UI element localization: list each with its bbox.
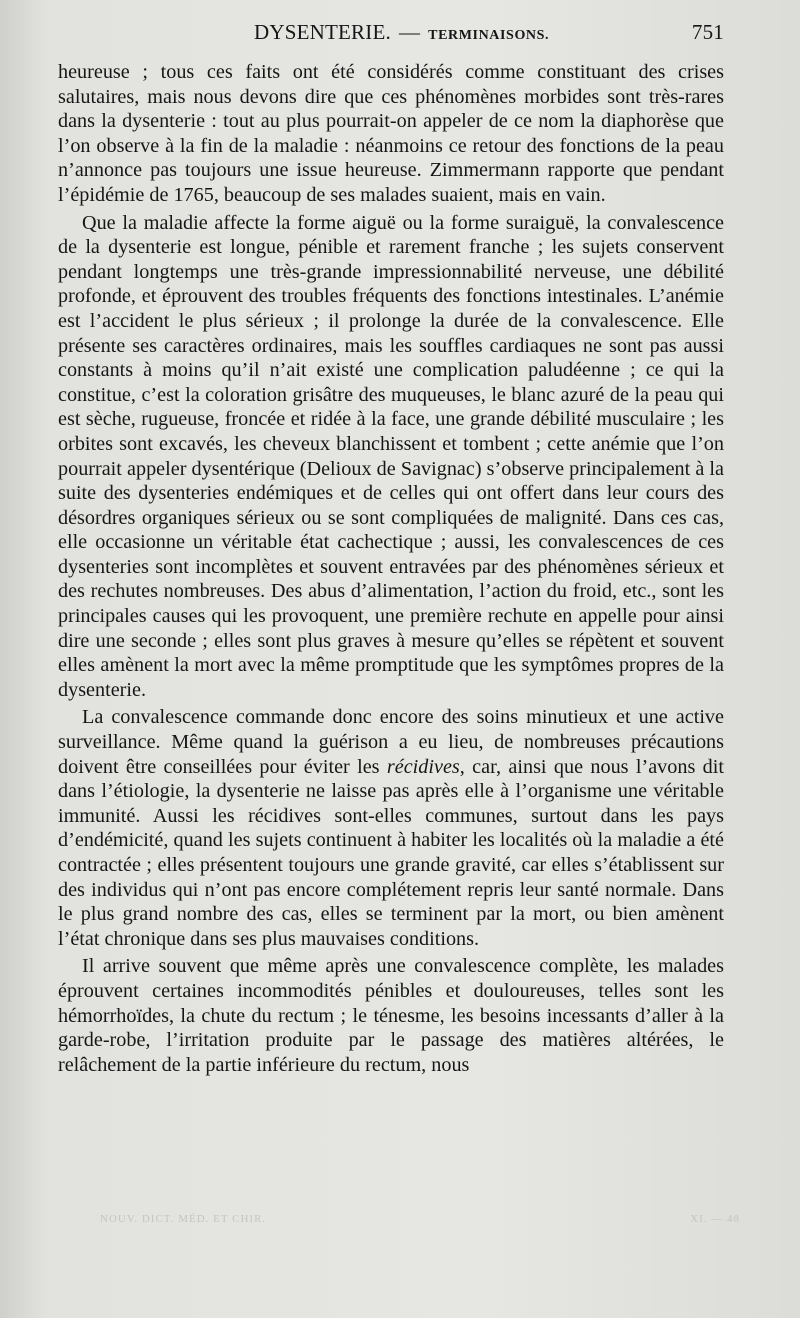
paragraph-4: Il arrive souvent que même après une convalescence complète, les malades éprouvent certaines incommodités pénibles et douloureuses, telles sont les hémorrhoïdes, la chute du rectum ; le ténesme, les besoins incessants d’aller à la garde-robe, l’irritation produite par le passage des matières altérées, le relâchement de la partie inférieure du rectum, nous <box>58 955 724 1076</box>
paragraph-3 <box>58 705 724 951</box>
paragraph-3-start: La convalescence commande donc encore des soins minutieux et une active surveillance. Même quand la guérison a eu lieu, de nombreuses précautions doivent être conseillées pour éviter les <box>58 706 724 778</box>
signature-mark: XI. — 48 <box>690 1213 740 1225</box>
signature-title: NOUV. DICT. MÉD. ET CHIR. <box>100 1213 267 1225</box>
paragraph-3-emphasis: récidives <box>386 755 460 778</box>
section-title: TERMINAISONS. <box>428 28 550 43</box>
paragraph-3-end: , car, ainsi que nous l’avons dit dans l’étiologie, la dysenterie ne laisse pas après elle à l’organisme une véritable immunité. Aussi les récidives sont-elles communes, surtout dans les pays d’endémicité, quand les sujets continuent à habiter les localités où la maladie a été contractée ; elles présentent toujours une grande gravité, car elles s’établissent sur des individus qui n’ont pas encore complétement repris leur santé normale. Dans le plus grand nombre des cas, elles se terminent par la mort, ou bien amènent l’état chronique dans ses plus mauvaises conditions. <box>58 755 724 950</box>
running-header <box>58 20 724 50</box>
running-title-main: DYSENTERIE. <box>254 20 391 44</box>
page-number: 751 <box>691 20 724 44</box>
running-title <box>254 20 549 45</box>
paragraph-2: Que la maladie affecte la forme aiguë ou la forme suraiguë, la convalescence de la dysenterie est longue, pénible et rarement franche ; les sujets conservent pendant longtemps une très-grande impressionnabilité nerveuse, une débilité profonde, et éprouvent des troubles fréquents des fonctions intestinales. L’anémie est l’accident le plus sérieux ; il prolonge la durée de la convalescence. Elle présente ses caractères ordinaires, mais les souffles cardiaques ne sont pas aussi constants à moins qu’il n’ait existé une complication paludéenne ; ce qui la constitue, c’est la coloration grisâtre des muqueuses, le blanc azuré de la peau qui est sèche, rugueuse, froncée et ridée à la face, une grande débilité musculaire ; les orbites sont excavés, les cheveux blanchissent et tombent ; cette anémie que l’on pourrait appeler dysentérique (Delioux de Savignac) s’observe principalement à la suite des dysenteries endémiques et de celles qui ont offert dans leur cours des désordres organiques sérieux ou se sont compliquées de malignité. Dans ces cas, elle occasionne un véritable état cachectique ; aussi, les convalescences de ces dysenteries sont incomplètes et souvent entravées par des phénomènes sérieux et des rechutes nombreuses. Des abus d’alimentation, l’action du froid, etc., sont les principales causes qui les provoquent, une première rechute en appelle pour ainsi dire une seconde ; elles sont plus graves à mesure qu’elles se répètent et souvent elles amènent la mort avec la même promptitude que les symptômes propres de la dysenterie. <box>58 211 724 701</box>
paragraph-1: heureuse ; tous ces faits ont été considérés comme constituant des crises salutaires, mais nous devons dire que ces phénomènes morbides sont très-rares dans la dysenterie : tout au plus pourrait-on appeler de ce nom la diaphorèse que l’on observe à la fin de la maladie : néanmoins ce retour des fonctions de la peau n’annonce pas toujours une issue heureuse. Zimmermann rapporte que pendant l’épidémie de 1765, beaucoup de ses malades suaient, mais en vain. <box>58 61 724 206</box>
body-text <box>58 60 724 1077</box>
header-dash: — <box>398 20 421 44</box>
